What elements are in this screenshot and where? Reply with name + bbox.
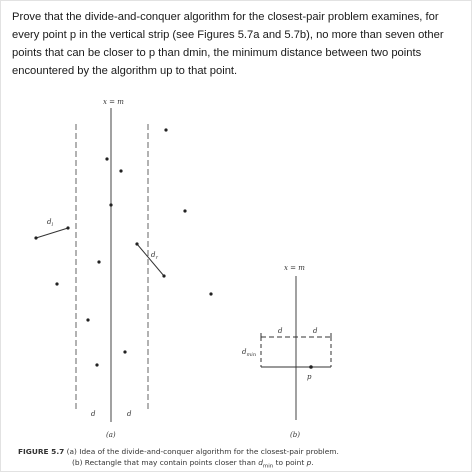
caption-line-2 xyxy=(18,457,458,472)
point xyxy=(119,169,122,172)
point xyxy=(97,260,100,263)
rectangle-height-subscript: min xyxy=(246,352,257,358)
strip-left-width-label: d xyxy=(91,410,96,418)
left-closest-segment xyxy=(36,228,68,238)
point xyxy=(109,203,112,206)
panel-b xyxy=(242,264,331,439)
caption-line-1: (a) Idea of the divide-and-conquer algorithm for the closest-pair problem. xyxy=(66,447,339,456)
panel-b-label: (b) xyxy=(290,431,300,439)
point xyxy=(86,318,89,321)
figure-caption xyxy=(18,446,458,472)
left-segment-subscript: l xyxy=(51,222,54,228)
point xyxy=(209,292,212,295)
point xyxy=(164,128,167,131)
point xyxy=(183,209,186,212)
rectangle-width-right-label: d xyxy=(313,327,318,335)
panel-a-label: (a) xyxy=(106,431,116,439)
point xyxy=(55,282,58,285)
right-closest-segment xyxy=(137,244,164,276)
point xyxy=(66,226,69,229)
right-segment-subscript: r xyxy=(155,255,158,261)
caption-line-2-symbol: d xyxy=(258,458,263,467)
caption-line-2-prefix: (b) Rectangle that may contain points closer than xyxy=(72,458,259,467)
caption-line-2-subscript: min xyxy=(262,463,274,470)
right-segment-d: d xyxy=(151,251,156,259)
rectangle-height-d: d xyxy=(242,348,247,356)
right-segment-label xyxy=(151,251,158,261)
panel-a-line-label: x = m xyxy=(103,98,124,106)
caption-line-2-suffix: to point xyxy=(273,458,307,467)
panel-a xyxy=(34,98,212,439)
point xyxy=(135,242,138,245)
point-p-label: p xyxy=(307,373,312,381)
point xyxy=(162,274,165,277)
caption-line-2-point: p xyxy=(306,458,312,467)
figure-number: FIGURE 5.7 xyxy=(18,447,65,456)
point-p xyxy=(309,365,313,369)
caption-line-2-end: . xyxy=(311,458,314,467)
strip-right-width-label: d xyxy=(127,410,132,418)
point xyxy=(123,350,126,353)
left-segment-d: d xyxy=(47,218,52,226)
point xyxy=(105,157,108,160)
question-text: Prove that the divide-and-conquer algorithm for the closest-pair problem examines, for every point p in the vertical strip (see Figures 5.7a and 5.7b), no more than seven other points that can be closer to p than dmin, the minimum distance between two points encountered by the algorithm up to that point. xyxy=(12,11,444,77)
point xyxy=(95,363,98,366)
panel-b-line-label: x = m xyxy=(284,264,305,272)
point xyxy=(34,236,37,239)
rectangle-height-label xyxy=(242,348,256,358)
rectangle-width-left-label: d xyxy=(278,327,283,335)
left-segment-label xyxy=(47,218,53,228)
